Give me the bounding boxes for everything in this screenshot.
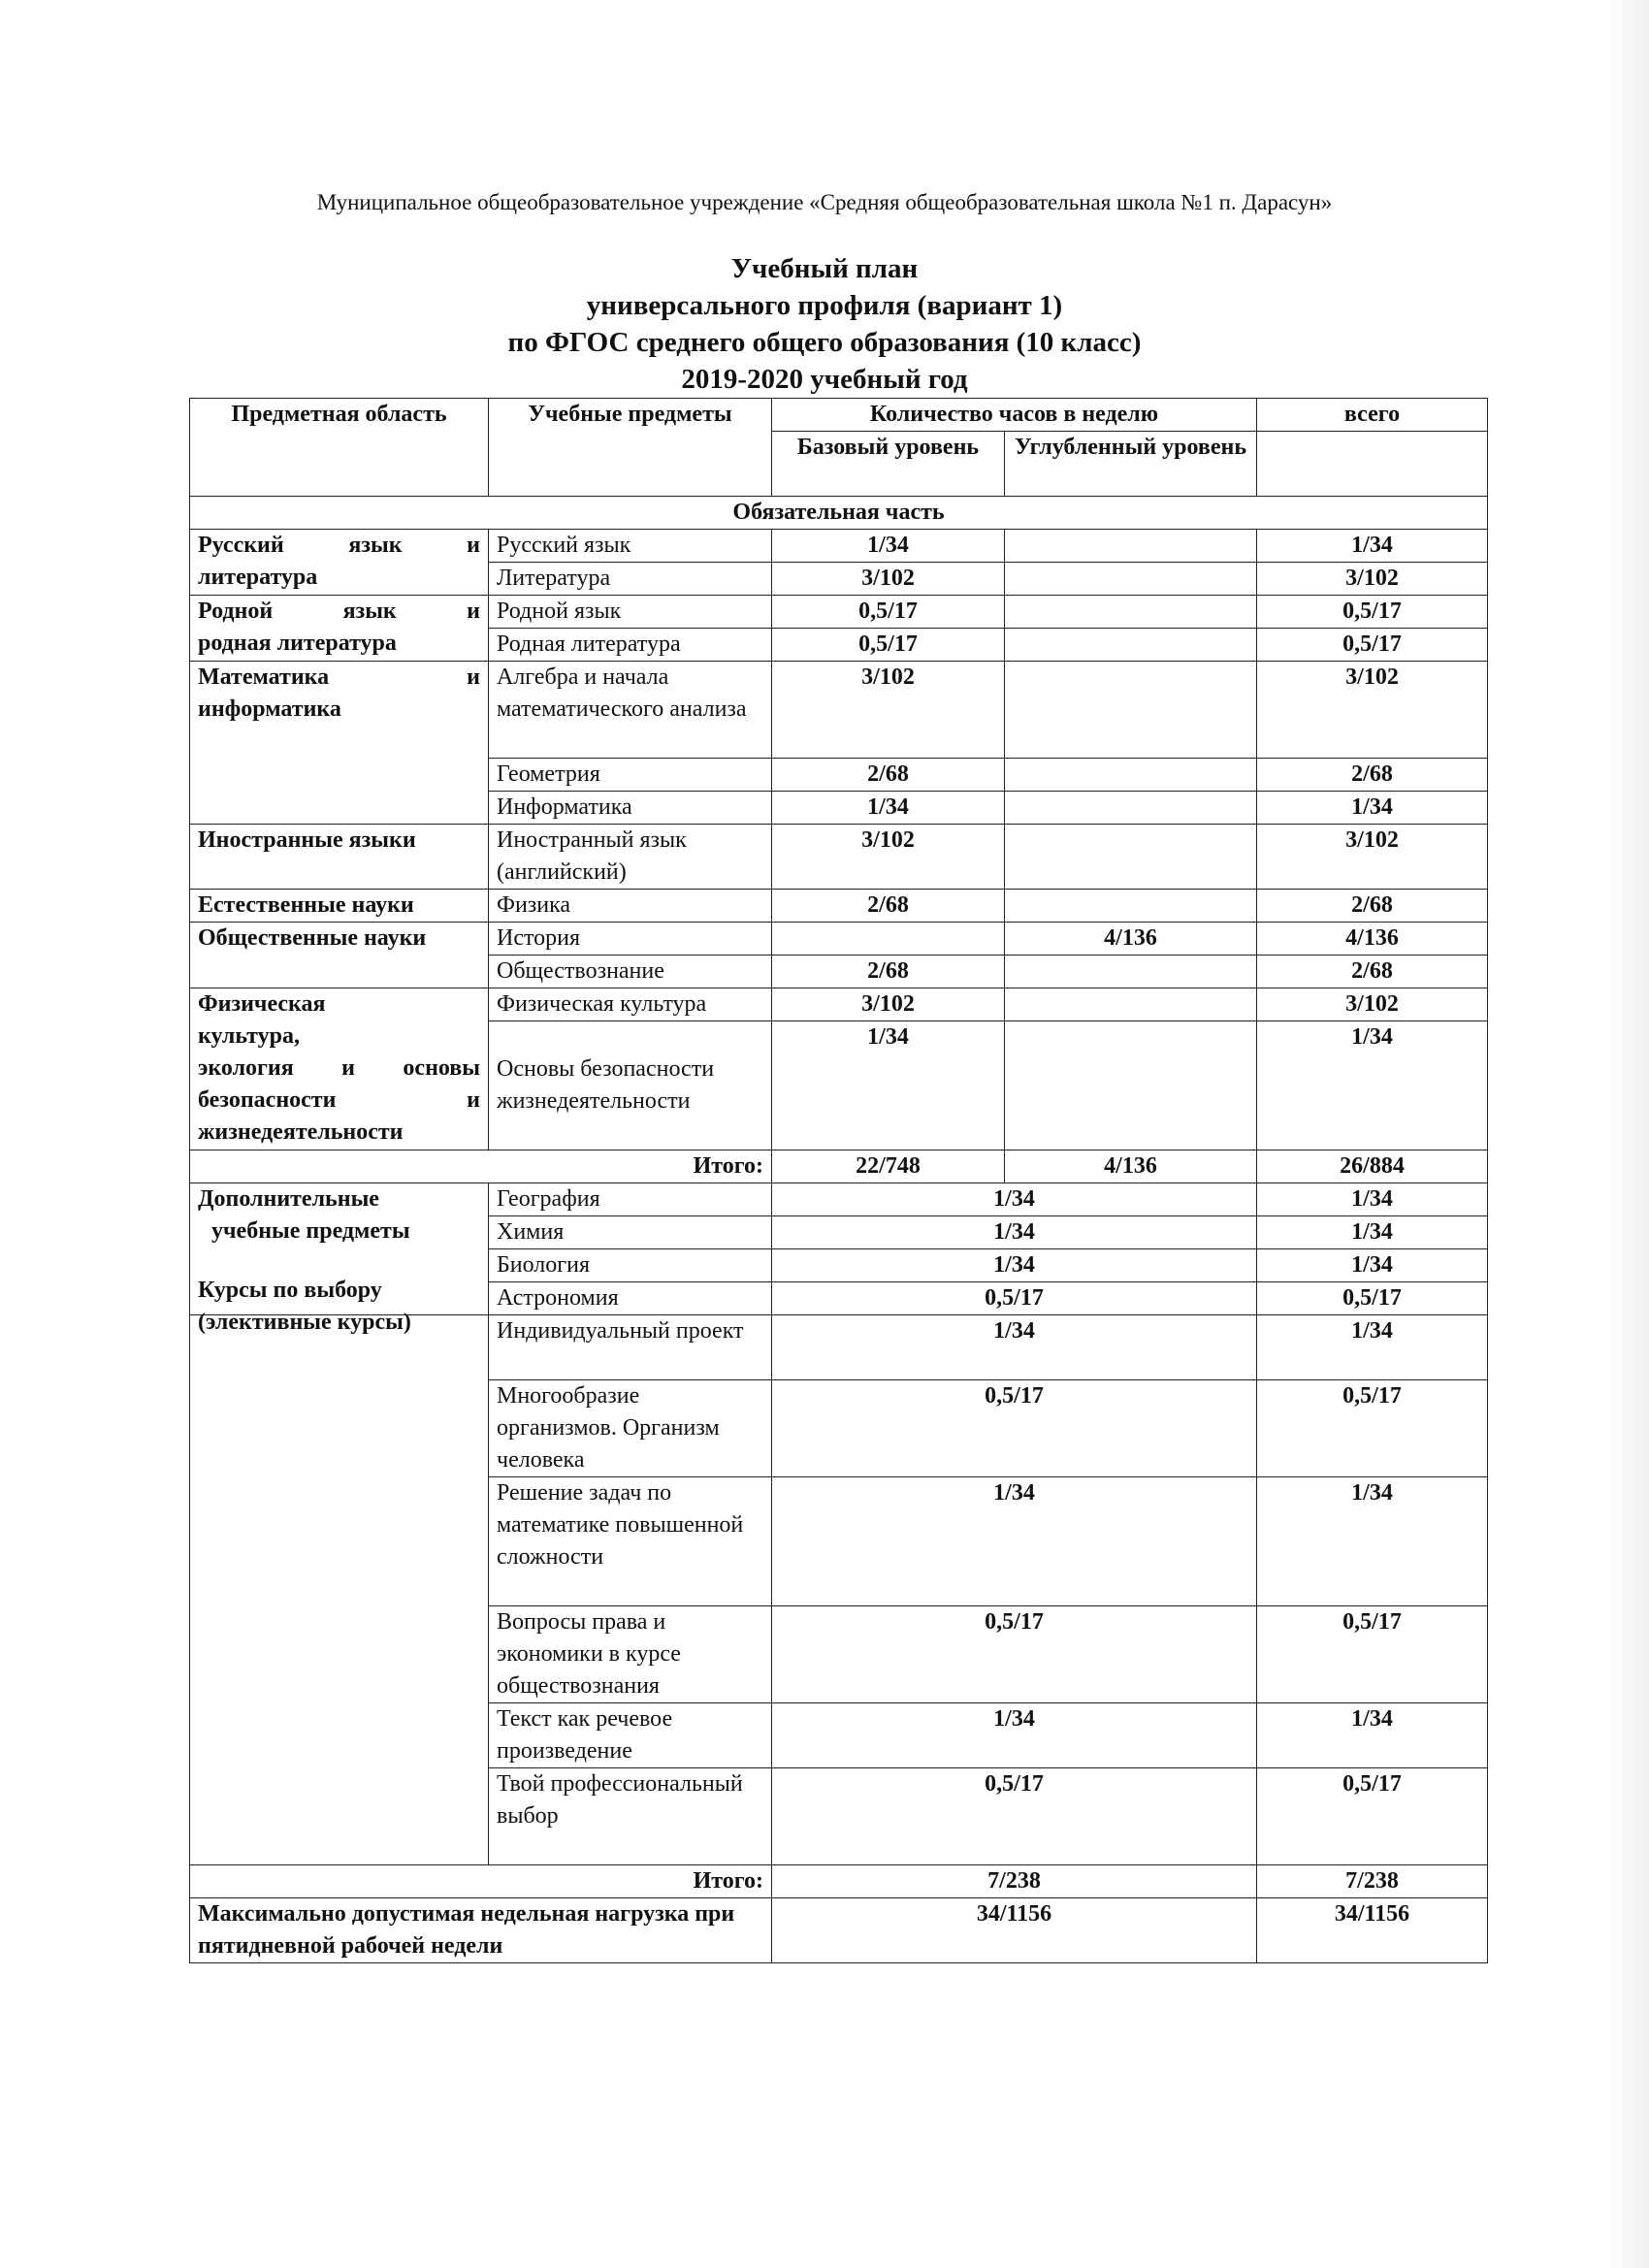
total-cell: 1/34 bbox=[1257, 1315, 1488, 1380]
subject-cell: Индивидуальный проект bbox=[489, 1315, 772, 1380]
total-cell: 3/102 bbox=[1257, 825, 1488, 890]
advanced-cell bbox=[1005, 988, 1257, 1021]
area-cell: Естественные науки bbox=[190, 890, 489, 923]
total-cell: 3/102 bbox=[1257, 563, 1488, 596]
total-cell: 4/136 bbox=[1257, 923, 1488, 956]
area-text: литература bbox=[198, 565, 318, 590]
advanced-cell bbox=[1005, 563, 1257, 596]
header-hours: Количество часов в неделю bbox=[772, 399, 1257, 432]
hours-cell: 1/34 bbox=[772, 1703, 1257, 1768]
area-cell: Общественные науки bbox=[190, 923, 489, 988]
subject-cell: Информатика bbox=[489, 792, 772, 825]
table-header-row bbox=[190, 399, 1488, 432]
subject-cell: Физическая культура bbox=[489, 988, 772, 1021]
subject-cell: Текст как речевое произведение bbox=[489, 1703, 772, 1768]
section-row bbox=[190, 497, 1488, 530]
hours-cell: 0,5/17 bbox=[772, 1768, 1257, 1865]
basic-cell: 2/68 bbox=[772, 956, 1005, 988]
total-cell: 0,5/17 bbox=[1257, 1282, 1488, 1315]
basic-cell: 0,5/17 bbox=[772, 596, 1005, 629]
max-load-hours: 34/1156 bbox=[772, 1898, 1257, 1963]
table-row bbox=[190, 1315, 1488, 1380]
area-text: Курсы по выбору bbox=[198, 1278, 382, 1303]
total-cell: 1/34 bbox=[1257, 1477, 1488, 1606]
subject-cell: Геометрия bbox=[489, 759, 772, 792]
subject-cell: Биология bbox=[489, 1249, 772, 1282]
basic-cell: 0,5/17 bbox=[772, 629, 1005, 662]
area-text: Физическая bbox=[198, 991, 326, 1017]
total-cell: 2/68 bbox=[1257, 956, 1488, 988]
table-row bbox=[190, 825, 1488, 890]
hours-cell: 0,5/17 bbox=[772, 1606, 1257, 1703]
title-line-2: универсального профиля (вариант 1) bbox=[586, 290, 1063, 321]
advanced-cell bbox=[1005, 596, 1257, 629]
area-text: (элективные курсы) bbox=[198, 1310, 411, 1335]
subject-cell: Вопросы права и экономики в курсе обществознания bbox=[489, 1606, 772, 1703]
basic-cell: 1/34 bbox=[772, 792, 1005, 825]
area-text: Русский язык и bbox=[198, 533, 480, 558]
subject-cell: Русский язык bbox=[489, 530, 772, 563]
basic-cell: 2/68 bbox=[772, 890, 1005, 923]
subject-cell: Астрономия bbox=[489, 1282, 772, 1315]
total-label: Итого: bbox=[190, 1865, 772, 1898]
total-cell: 1/34 bbox=[1257, 1021, 1488, 1150]
advanced-total: 4/136 bbox=[1005, 1150, 1257, 1183]
subject-cell: Физика bbox=[489, 890, 772, 923]
header-subjects: Учебные предметы bbox=[489, 399, 772, 497]
hours-cell: 1/34 bbox=[772, 1183, 1257, 1216]
header-total: всего bbox=[1257, 399, 1488, 432]
advanced-cell: 4/136 bbox=[1005, 923, 1257, 956]
area-text: учебные предметы bbox=[211, 1218, 410, 1244]
total-cell: 2/68 bbox=[1257, 890, 1488, 923]
subject-cell: Литература bbox=[489, 563, 772, 596]
max-load-row bbox=[190, 1898, 1488, 1963]
basic-cell: 3/102 bbox=[772, 825, 1005, 890]
basic-total: 22/748 bbox=[772, 1150, 1005, 1183]
subject-cell: Химия bbox=[489, 1216, 772, 1249]
header-area: Предметная область bbox=[190, 399, 489, 497]
title-line-1: Учебный план bbox=[730, 253, 919, 284]
subject-cell: Родная литература bbox=[489, 629, 772, 662]
institution-name: Муниципальное общеобразовательное учреждение «Средняя общеобразовательная школа №1 п. Дарасун» bbox=[316, 190, 1333, 214]
total-label: Итого: bbox=[190, 1150, 772, 1183]
hours-total: 7/238 bbox=[772, 1865, 1257, 1898]
advanced-cell bbox=[1005, 662, 1257, 759]
header-advanced: Углубленный уровень bbox=[1005, 432, 1257, 497]
basic-cell bbox=[772, 923, 1005, 956]
hours-cell: 0,5/17 bbox=[772, 1282, 1257, 1315]
table-row bbox=[190, 530, 1488, 563]
total-cell: 0,5/17 bbox=[1257, 596, 1488, 629]
advanced-cell bbox=[1005, 890, 1257, 923]
area-text: Дополнительные bbox=[198, 1186, 379, 1212]
total-cell: 0,5/17 bbox=[1257, 1768, 1488, 1865]
area-cell bbox=[190, 596, 489, 662]
advanced-cell bbox=[1005, 825, 1257, 890]
total-cell: 2/68 bbox=[1257, 759, 1488, 792]
grand-total: 26/884 bbox=[1257, 1150, 1488, 1183]
subject-cell: Алгебра и начала математического анализа bbox=[489, 662, 772, 759]
total-cell: 0,5/17 bbox=[1257, 1606, 1488, 1703]
subject-cell: Основы безопасности жизнедеятельности bbox=[489, 1021, 772, 1150]
total-cell: 1/34 bbox=[1257, 530, 1488, 563]
advanced-cell bbox=[1005, 956, 1257, 988]
total-cell: 1/34 bbox=[1257, 1703, 1488, 1768]
hours-cell: 0,5/17 bbox=[772, 1380, 1257, 1477]
total-cell: 3/102 bbox=[1257, 988, 1488, 1021]
area-text: безопасности и bbox=[198, 1087, 480, 1113]
header-basic: Базовый уровень bbox=[772, 432, 1005, 497]
total-row bbox=[190, 1150, 1488, 1183]
title-line-4: 2019-2020 учебный год bbox=[681, 364, 968, 395]
total-row bbox=[190, 1865, 1488, 1898]
subject-cell: Решение задач по математике повышенной сложности bbox=[489, 1477, 772, 1606]
subject-cell: Иностранный язык (английский) bbox=[489, 825, 772, 890]
basic-cell: 1/34 bbox=[772, 530, 1005, 563]
max-load-total: 34/1156 bbox=[1257, 1898, 1488, 1963]
hours-cell: 1/34 bbox=[772, 1216, 1257, 1249]
subject-cell: Многообразие организмов. Организм человека bbox=[489, 1380, 772, 1477]
total-cell: 3/102 bbox=[1257, 662, 1488, 759]
subject-cell: Твой профессиональный выбор bbox=[489, 1768, 772, 1865]
hours-cell: 1/34 bbox=[772, 1315, 1257, 1380]
subject-cell: География bbox=[489, 1183, 772, 1216]
table-row bbox=[190, 662, 1488, 759]
subject-cell: История bbox=[489, 923, 772, 956]
area-cell bbox=[190, 662, 489, 825]
subject-cell: Родной язык bbox=[489, 596, 772, 629]
area-text: Математика и bbox=[198, 664, 480, 690]
total-cell: 1/34 bbox=[1257, 1216, 1488, 1249]
curriculum-table bbox=[189, 398, 1488, 1963]
total-cell: 0,5/17 bbox=[1257, 1380, 1488, 1477]
area-cell: Иностранные языки bbox=[190, 825, 489, 890]
area-text: жизнедеятельности bbox=[198, 1119, 404, 1145]
subject-cell: Обществознание bbox=[489, 956, 772, 988]
area-text: экология и основы bbox=[198, 1055, 480, 1081]
total-cell: 1/34 bbox=[1257, 1183, 1488, 1216]
area-cell bbox=[190, 530, 489, 596]
area-text: Родной язык и bbox=[198, 599, 480, 624]
table-row bbox=[190, 988, 1488, 1021]
header-total-empty bbox=[1257, 432, 1488, 497]
total-cell: 1/34 bbox=[1257, 792, 1488, 825]
basic-cell: 3/102 bbox=[772, 662, 1005, 759]
basic-cell: 3/102 bbox=[772, 563, 1005, 596]
total-cell: 0,5/17 bbox=[1257, 629, 1488, 662]
document-title bbox=[0, 250, 1649, 398]
max-load-label: Максимально допустимая недельная нагрузка при пятидневной рабочей недели bbox=[190, 1898, 772, 1963]
area-text: культура, bbox=[198, 1023, 300, 1049]
table-row bbox=[190, 890, 1488, 923]
advanced-cell bbox=[1005, 530, 1257, 563]
table-row bbox=[190, 596, 1488, 629]
area-cell bbox=[190, 1278, 489, 1865]
advanced-cell bbox=[1005, 759, 1257, 792]
total-cell: 1/34 bbox=[1257, 1249, 1488, 1282]
area-cell bbox=[190, 988, 489, 1150]
title-line-3: по ФГОС среднего общего образования (10 класс) bbox=[507, 327, 1142, 358]
table-row bbox=[190, 1183, 1488, 1216]
area-text: родная литература bbox=[198, 631, 397, 656]
basic-cell: 2/68 bbox=[772, 759, 1005, 792]
advanced-cell bbox=[1005, 1021, 1257, 1150]
advanced-cell bbox=[1005, 629, 1257, 662]
hours-cell: 1/34 bbox=[772, 1477, 1257, 1606]
mandatory-label: Обязательная часть bbox=[190, 497, 1488, 530]
advanced-cell bbox=[1005, 792, 1257, 825]
basic-cell: 3/102 bbox=[772, 988, 1005, 1021]
area-text: информатика bbox=[198, 697, 341, 722]
basic-cell: 1/34 bbox=[772, 1021, 1005, 1150]
grand-total: 7/238 bbox=[1257, 1865, 1488, 1898]
hours-cell: 1/34 bbox=[772, 1249, 1257, 1282]
table-row bbox=[190, 923, 1488, 956]
